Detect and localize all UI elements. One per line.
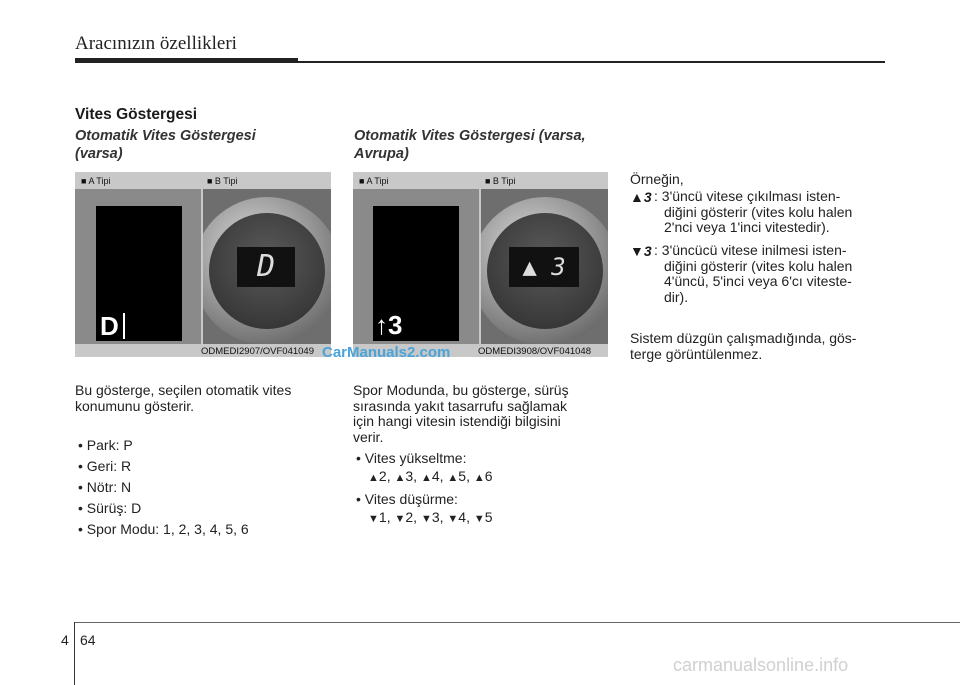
upshift-value: 6	[484, 468, 493, 484]
left-fig-label-b: ■ B Tipi	[207, 176, 238, 186]
middle-gauge-bezel	[481, 197, 608, 344]
down-line2: diğini gösterir (vites kolu halen	[664, 257, 853, 274]
down-arrow-icon: ▼	[368, 513, 379, 525]
downshift-label: • Vites düşürme:	[356, 491, 458, 507]
bullet-reverse: • Geri: R	[78, 458, 132, 474]
up-line2: diğini gösterir (vites kolu halen	[664, 203, 853, 220]
upshift-value: 5	[458, 468, 467, 484]
page-header-title: Aracınızın özellikleri	[75, 33, 237, 54]
left-desc-line1: Bu gösterge, seçilen otomatik vites	[75, 382, 292, 398]
middle-type-a-gear: ↑3	[375, 310, 403, 340]
bullet-neutral: • Nötr: N	[78, 479, 132, 495]
middle-desc-line3: için hangi vitesin istendiği bilgisini	[353, 413, 561, 429]
middle-type-a-screen	[373, 206, 459, 341]
middle-fig-code: ODMEDI3908/OVF041048	[478, 346, 592, 357]
footer-divider	[74, 622, 75, 685]
middle-subtitle-line2: Avrupa)	[354, 146, 409, 162]
left-subtitle-line2: (varsa)	[75, 146, 123, 162]
middle-gauge-face	[487, 213, 603, 329]
left-gauge-bezel	[203, 197, 331, 344]
middle-gauge-gear: ▲ 3	[509, 247, 579, 287]
upshift-explanation	[654, 189, 884, 236]
section-title: Vites Göstergesi	[75, 106, 198, 123]
left-subtitle-line1: Otomatik Vites Göstergesi	[75, 128, 256, 144]
middle-figure	[353, 172, 608, 357]
downshift-value: 4	[458, 509, 467, 525]
upshift-label: • Vites yükseltme:	[356, 450, 467, 466]
downshift-value: 5	[484, 509, 493, 525]
middle-description	[353, 383, 608, 445]
header-rule-thick	[75, 58, 298, 63]
up-line1: : 3'üncü vitese çıkılması isten-	[654, 188, 841, 204]
left-type-a-panel	[75, 189, 201, 344]
up-arrow-icon: ▲	[473, 472, 485, 484]
upshift-value: 3	[405, 468, 414, 484]
upshift-value: 4	[431, 468, 440, 484]
note-line1: Sistem düzgün çalışmadığında, gös-	[630, 330, 857, 346]
header-rule-thin	[298, 61, 885, 63]
downshift-explanation	[654, 243, 884, 305]
note-line2: terge görüntülenmez.	[630, 345, 763, 362]
upshift-value: 2	[378, 468, 387, 484]
downshift-value: 3	[431, 509, 440, 525]
watermark-carmanuals2: CarManuals2.com	[322, 344, 451, 361]
left-type-b-panel	[203, 189, 331, 344]
left-desc-line2: konumunu gösterir.	[75, 397, 195, 414]
left-gauge-gear: D	[237, 247, 295, 287]
up-arrow-icon: ▲	[447, 472, 459, 484]
downshift-value: 1	[378, 509, 387, 525]
middle-fig-label-b: ■ B Tipi	[485, 176, 516, 186]
middle-subtitle	[354, 127, 586, 163]
middle-type-a-panel	[353, 189, 479, 344]
down-arrow-icon: ▼	[473, 513, 485, 525]
up-arrow-icon: ▲	[420, 472, 432, 484]
downshift-3-icon: ▼3	[630, 243, 652, 259]
bullet-drive: • Sürüş: D	[78, 500, 142, 516]
left-type-a-cursor	[123, 313, 125, 339]
left-gauge-face	[209, 213, 325, 329]
bullet-park: • Park: P	[78, 437, 133, 453]
middle-desc-line1: Spor Modunda, bu gösterge, sürüş	[353, 382, 569, 398]
left-fig-label-a: ■ A Tipi	[81, 176, 111, 186]
left-figure	[75, 172, 331, 357]
down-arrow-icon: ▼	[394, 513, 406, 525]
chapter-number: 4	[61, 632, 69, 648]
middle-desc-line2: sırasında yakıt tasarrufu sağlamak	[353, 397, 567, 414]
watermark-carmanualsonline: carmanualsonline.info	[673, 655, 849, 675]
upshift-3-icon: ▲3	[630, 189, 652, 205]
down-arrow-icon: ▼	[420, 513, 432, 525]
down-arrow-icon: ▼	[447, 513, 459, 525]
up-arrow-icon: ▲	[394, 472, 406, 484]
left-description	[75, 383, 331, 414]
left-type-a-gear: D	[100, 311, 119, 341]
footer-rule	[74, 622, 960, 623]
down-line4: dir).	[664, 288, 689, 305]
left-subtitle	[75, 127, 256, 163]
up-line3: 2'nci veya 1'inci vitestedir).	[664, 219, 830, 235]
malfunction-note	[630, 331, 884, 362]
example-intro: Örneğin,	[630, 171, 684, 187]
down-line3: 4'üncü, 5'inci veya 6'cı viteste-	[664, 273, 852, 289]
upshift-values: ▲2, ▲3, ▲4, ▲5, ▲6	[368, 468, 493, 484]
left-fig-code: ODMEDI2907/OVF041049	[201, 346, 315, 357]
down-line1: : 3'üncücü vitese inilmesi isten-	[654, 242, 847, 258]
bullet-sport: • Spor Modu: 1, 2, 3, 4, 5, 6	[78, 521, 249, 537]
middle-subtitle-line1: Otomatik Vites Göstergesi (varsa,	[354, 128, 586, 144]
middle-desc-line4: verir.	[353, 428, 384, 445]
downshift-values: ▼1, ▼2, ▼3, ▼4, ▼5	[368, 509, 493, 525]
middle-type-b-panel	[481, 189, 608, 344]
page-number: 64	[80, 632, 96, 648]
left-type-a-screen	[96, 206, 182, 341]
downshift-value: 2	[405, 509, 414, 525]
middle-fig-label-a: ■ A Tipi	[359, 176, 389, 186]
up-arrow-icon: ▲	[368, 472, 379, 484]
